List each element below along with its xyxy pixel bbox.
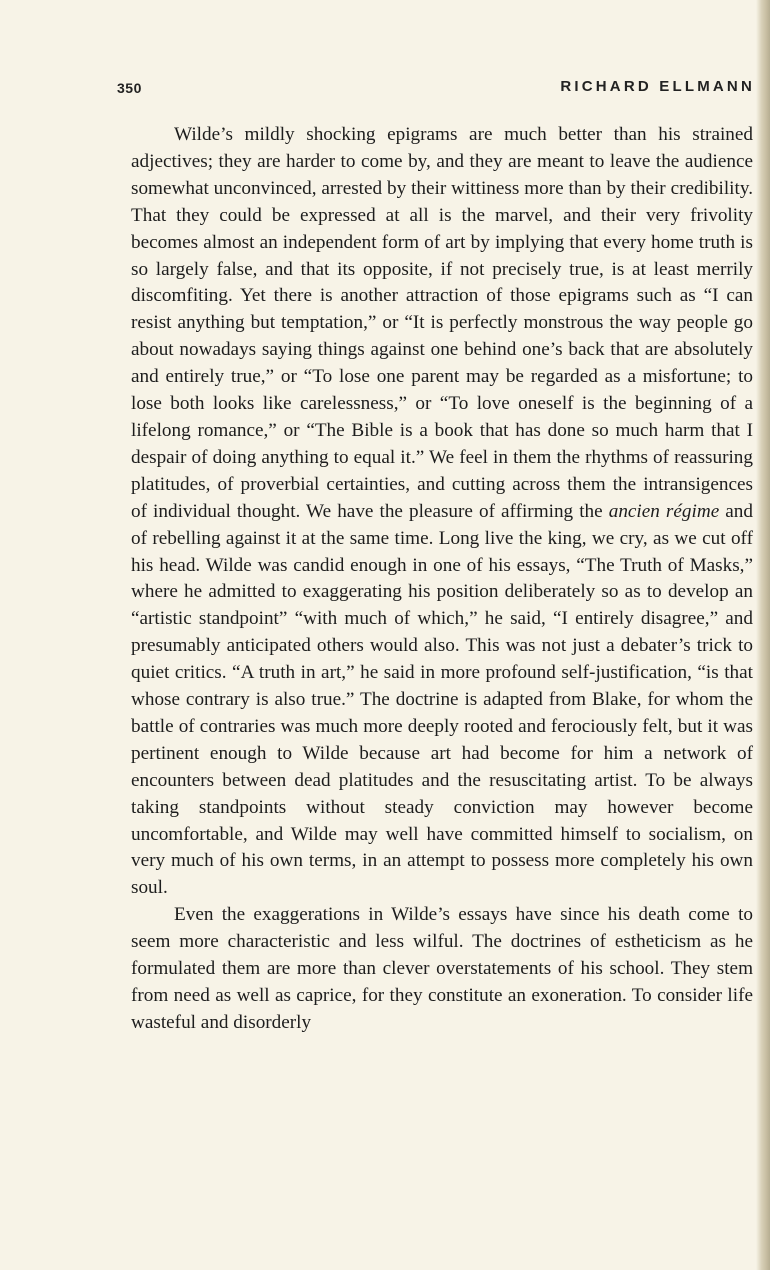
paragraph-2 (131, 902, 753, 1037)
page-number: 350 (117, 80, 142, 96)
running-head: RICHARD ELLMANN (560, 78, 755, 95)
paragraph-1-text-a: Wilde’s mildly shocking epigrams are much better than his strained adjectives; they are harder to come by, and they are meant to leave the audience somewhat unconvinced, arrested by their wittiness more than by their credibility. That they could be expressed at all is the marvel, and their very frivolity becomes almost an independent form of art by implying that every home truth is so largely false, and that its opposite, if not precisely true, is at least merrily discomfiting. Yet there is another attraction of those epigrams such as “I can resist anything but temptation,” or “It is perfectly monstrous the way people go about nowadays saying things against one behind one’s back that are absolutely and entirely true,” or “To lose one parent may be regarded as a misfortune; to lose both looks like carelessness,” or “To love oneself is the beginning of a lifelong romance,” or “The Bible is a book that has done so much harm that I despair of doing anything to equal it.” We feel in them the rhythms of reassuring platitudes, of proverbial certainties, and cutting across them the intransigences of individual thought. We have the pleasure of affirming the (131, 124, 753, 522)
paragraph-1-italic-phrase: ancien régime (608, 500, 720, 522)
page-edge-shadow (756, 0, 770, 1270)
page-header (117, 78, 755, 100)
paragraph-1-text-b: and of rebelling against it at the same time. Long live the king, we cry, as we cut off his head. Wilde was candid enough in one of his essays, “The Truth of Masks,” where he admitted to exaggerating his position deliberately so as to develop an “artistic standpoint” “with much of which,” he said, “I entirely disagree,” and presumably anticipated others would also. This was not just a debater’s trick to quiet critics. “A truth in art,” he said in more profound self-justification, “is that whose contrary is also true.” The doctrine is adapted from Blake, for whom the battle of contraries was much more deeply rooted and ferociously felt, but it was pertinent enough to Wilde because art had become for him a network of encounters between dead platitudes and the resuscitating artist. To be always taking standpoints without steady conviction may however become uncomfortable, and Wilde may well have committed himself to socialism, on very much of his own terms, in an attempt to possess more completely his own soul. (131, 500, 753, 899)
paragraph-1 (131, 122, 753, 902)
paragraph-2-text: Even the exaggerations in Wilde’s essays have since his death come to seem more characteristic and less wilful. The doctrines of estheticism as he formulated them are more than clever overstatements of his school. They stem from need as well as caprice, for they constitute an exoneration. To consider life wasteful and disorderly (131, 904, 753, 1033)
body-text (131, 122, 753, 1037)
